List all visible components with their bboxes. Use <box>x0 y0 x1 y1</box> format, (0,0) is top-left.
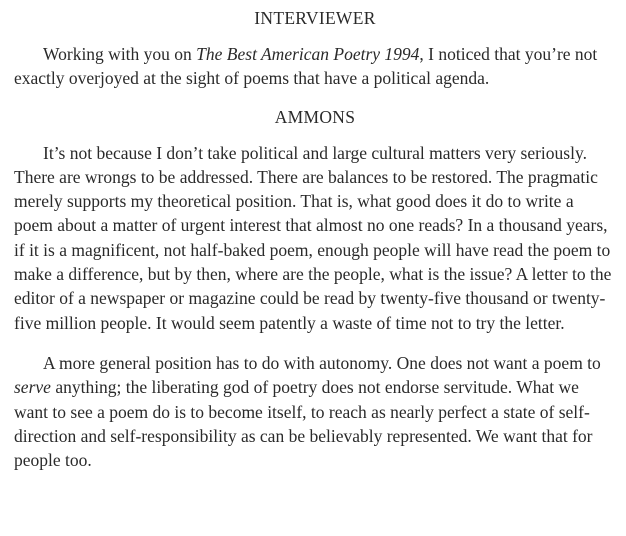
interviewer-heading: INTERVIEWER <box>254 8 376 28</box>
answer-2-text-start: A more general position has to do with autonomy. One does not want a poem to <box>43 352 601 373</box>
answer-2-text-end: anything; the liberating god of poetry does not endorse servitude. What we want to see a poem do is to become itself, to reach as nearly perfect a state of self-direction and self-responsibility as can be believably represented. We want that for people too. <box>14 377 593 471</box>
question-text-start: Working with you on <box>43 44 197 64</box>
answer-paragraph-2 <box>14 351 616 472</box>
interviewer-question <box>14 42 616 91</box>
question-text-end: , I noticed that you’re not exactly overjoyed at the sight of poems that have a political agenda. <box>14 44 598 89</box>
answer-paragraph-1: It’s not because I don’t take political and large cultural matters very seriously. There are wrongs to be addressed. There are balances to be restored. The pragmatic merely supports my theoretical position. That is, what good does it do to write a poem about a matter of urgent interest that almost no one reads? In a thousand years, if it is a magnificent, not half-baked poem, enough people will have read the poem to make a difference, but by then, where are the people, what is the issue? A letter to the editor of a newspaper or magazine could be read by twenty-five thousand or twenty-five million people. It would seem patently a waste of time not to try the letter. <box>14 142 612 333</box>
emphasis-serve: serve <box>14 377 51 398</box>
ammons-heading: AMMONS <box>274 106 356 127</box>
book-title: The Best American Poetry 1994 <box>196 44 420 64</box>
